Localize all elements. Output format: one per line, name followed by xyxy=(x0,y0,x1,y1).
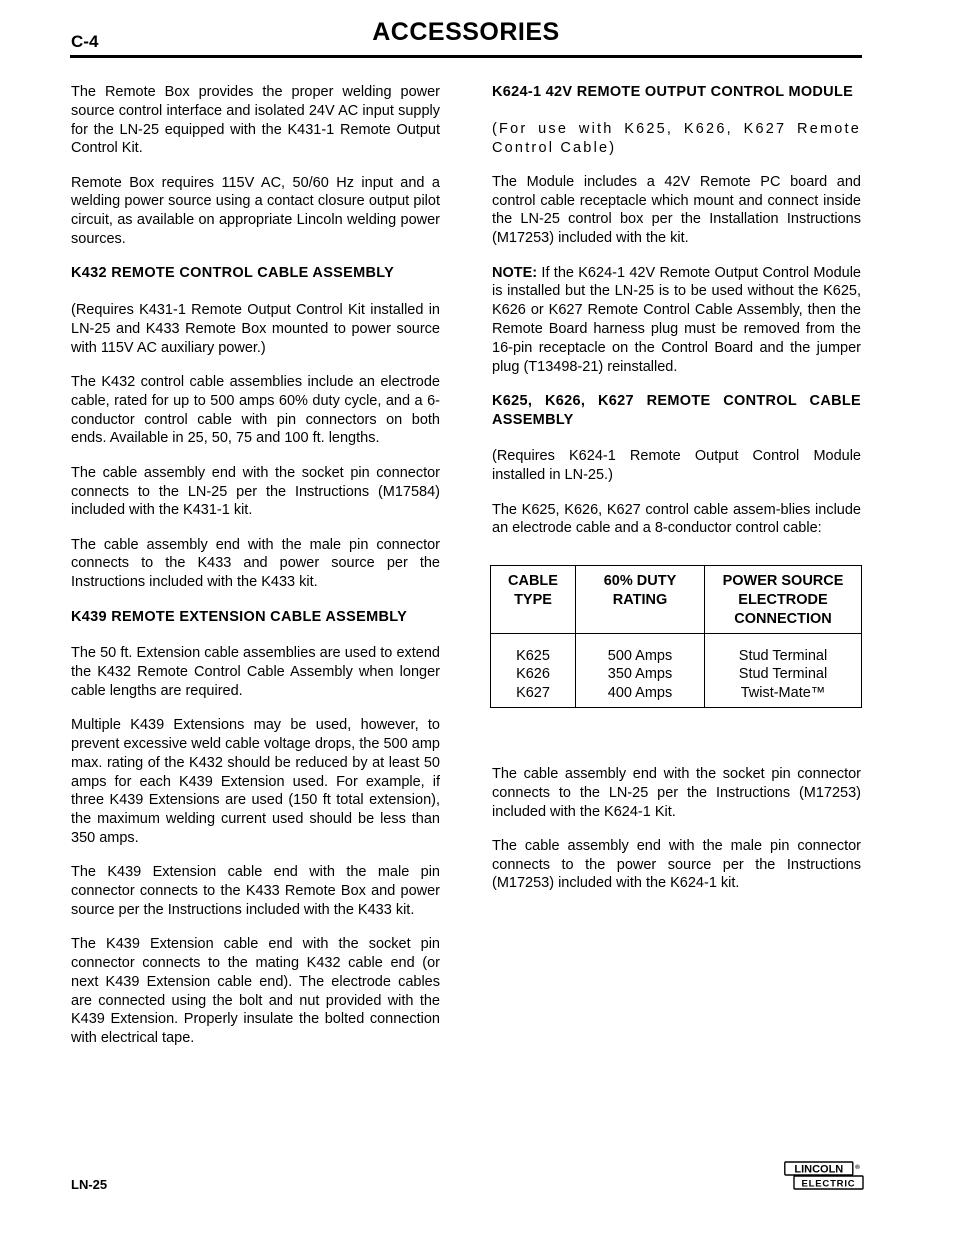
paragraph: The Remote Box provides the proper welding power source control interface and isolated 24V AC input supply for the LN-25 equipped with the K431-1 Remote Output Control Kit. xyxy=(71,84,440,157)
header-line: CABLE xyxy=(508,573,558,590)
paragraph: The cable assembly end with the male pin connector connects to the power source per the Instructions (M17253) included with the K624-1 kit. xyxy=(492,837,861,892)
logo-text-bottom: ELECTRIC xyxy=(801,1178,856,1190)
header-line: RATING xyxy=(612,591,668,608)
header-line: ELECTRODE xyxy=(738,591,828,608)
cell-value: 350 Amps xyxy=(607,666,673,683)
header-duty-rating xyxy=(576,566,705,633)
table-cell-duty-rating xyxy=(576,633,705,707)
cell-value: Stud Terminal xyxy=(738,666,828,683)
paragraph: The cable assembly end with the male pin connector connects to the K433 and power source per the Instructions included with the K433 kit. xyxy=(71,536,440,591)
page-title: ACCESSORIES xyxy=(372,18,560,46)
paragraph: The K432 control cable assemblies include an electrode cable, rated for up to 500 amps 60% duty cycle, and a 6-conductor control cable with pin connectors on both ends. Available in 25, 50, 75 and 100 ft. lengths. xyxy=(71,374,440,447)
logo-registered-mark: ® xyxy=(855,1164,860,1171)
table-header-row xyxy=(491,566,862,633)
paragraph: The Module includes a 42V Remote PC board and control cable receptacle which mount and connect inside the LN-25 control box per the Installation Instructions (M17253) included with the kit. xyxy=(492,173,861,247)
paragraph: Multiple K439 Extensions may be used, however, to prevent excessive weld cable voltage drops, the 500 amp max. rating of the K432 should be reduced by at least 50 amps for each K439 Extension used. For example, if three K439 Extensions are used (150 ft total extension), the maximum welding current used should be less than 350 amps. xyxy=(71,717,440,846)
paragraph: (Requires K624-1 Remote Output Control Module installed in LN-25.) xyxy=(492,448,861,484)
paragraph: The K439 Extension cable end with the male pin connector connects to the K433 Remote Box and power source per the Instructions included with the K433 kit. xyxy=(71,864,440,918)
spacer xyxy=(492,708,861,765)
cell-value: K627 xyxy=(516,685,550,702)
table-row xyxy=(491,633,862,707)
paragraph: The cable assembly end with the socket pin connector connects to the LN-25 per the Instructions (M17584) included with the K431-1 kit. xyxy=(71,464,440,519)
paragraph: The cable assembly end with the socket pin connector connects to the LN-25 per the Instructions (M17253) included with the K624-1 Kit. xyxy=(492,765,861,820)
cell-value: K626 xyxy=(516,666,550,683)
cell-value: K625 xyxy=(516,647,550,664)
cell-value: 400 Amps xyxy=(607,685,673,702)
header-line: TYPE xyxy=(514,591,552,608)
paragraph: The K625, K626, K627 control cable assem-blies include an electrode cable and a 8-conductor control cable: xyxy=(492,501,861,537)
paragraph: The K439 Extension cable end with the socket pin connector connects to the mating K432 cable end (or next K439 Extension cable end). The electrode cables are connected using the bolt and nut provided with the K439 Extension. Properly insulate the bolted connection with electrical tape. xyxy=(71,936,440,1047)
header-rule xyxy=(70,55,862,58)
left-column xyxy=(71,83,440,1063)
header-line: POWER SOURCE xyxy=(722,573,844,590)
paragraph: (Requires K431-1 Remote Output Control Kit installed in LN-25 and K433 Remote Box mounted to power source with 115V AC auxiliary power.) xyxy=(71,302,440,356)
cell-value: Stud Terminal xyxy=(738,647,828,664)
header-cable-type xyxy=(491,566,576,633)
section-heading-k439: K439 REMOTE EXTENSION CABLE ASSEMBLY xyxy=(71,608,408,625)
section-heading-k624: K624-1 42V REMOTE OUTPUT CONTROL MODULE xyxy=(492,84,854,100)
lincoln-electric-logo xyxy=(784,1161,864,1191)
table-cell-connection xyxy=(705,633,862,707)
header-line: CONNECTION xyxy=(734,610,832,627)
section-heading-k432: K432 REMOTE CONTROL CABLE ASSEMBLY xyxy=(71,265,395,282)
section-heading-k625: K625, K626, K627 REMOTE CONTROL CABLE ASSEMBLY xyxy=(492,392,861,428)
header-line: 60% DUTY xyxy=(603,573,677,590)
page-code: C-4 xyxy=(71,32,99,51)
footer-page-code: LN-25 xyxy=(71,1177,108,1192)
paragraph: Remote Box requires 115V AC, 50/60 Hz input and a welding power source using a contact closure output pilot circuit, as available on appropriate Lincoln welding power sources. xyxy=(71,174,440,248)
header-electrode-connection xyxy=(705,566,862,633)
paragraph: The 50 ft. Extension cable assemblies are used to extend the K432 Remote Control Cable Assembly when longer cable lengths are required. xyxy=(71,645,440,699)
note-text: If the K624-1 42V Remote Output Control Module is installed but the LN-25 is to be used without the K625, K626 or K627 Remote Control Cable Assembly, then the Remote Board harness plug must be removed from the 16-pin receptacle on the Control Board and the jumper plug (T13498-21) reinstalled. xyxy=(492,264,861,375)
table-cell-cable-type xyxy=(491,633,576,707)
logo-text-top: LINCOLN xyxy=(794,1163,844,1176)
paragraph: (For use with K625, K626, K627 Remote Control Cable) xyxy=(492,120,861,156)
cell-value: 500 Amps xyxy=(607,647,673,664)
cable-table xyxy=(490,565,862,708)
note-paragraph xyxy=(492,264,861,377)
note-label: NOTE: xyxy=(492,264,538,281)
cell-value: Twist-Mate™ xyxy=(740,685,826,702)
right-column xyxy=(492,83,861,909)
